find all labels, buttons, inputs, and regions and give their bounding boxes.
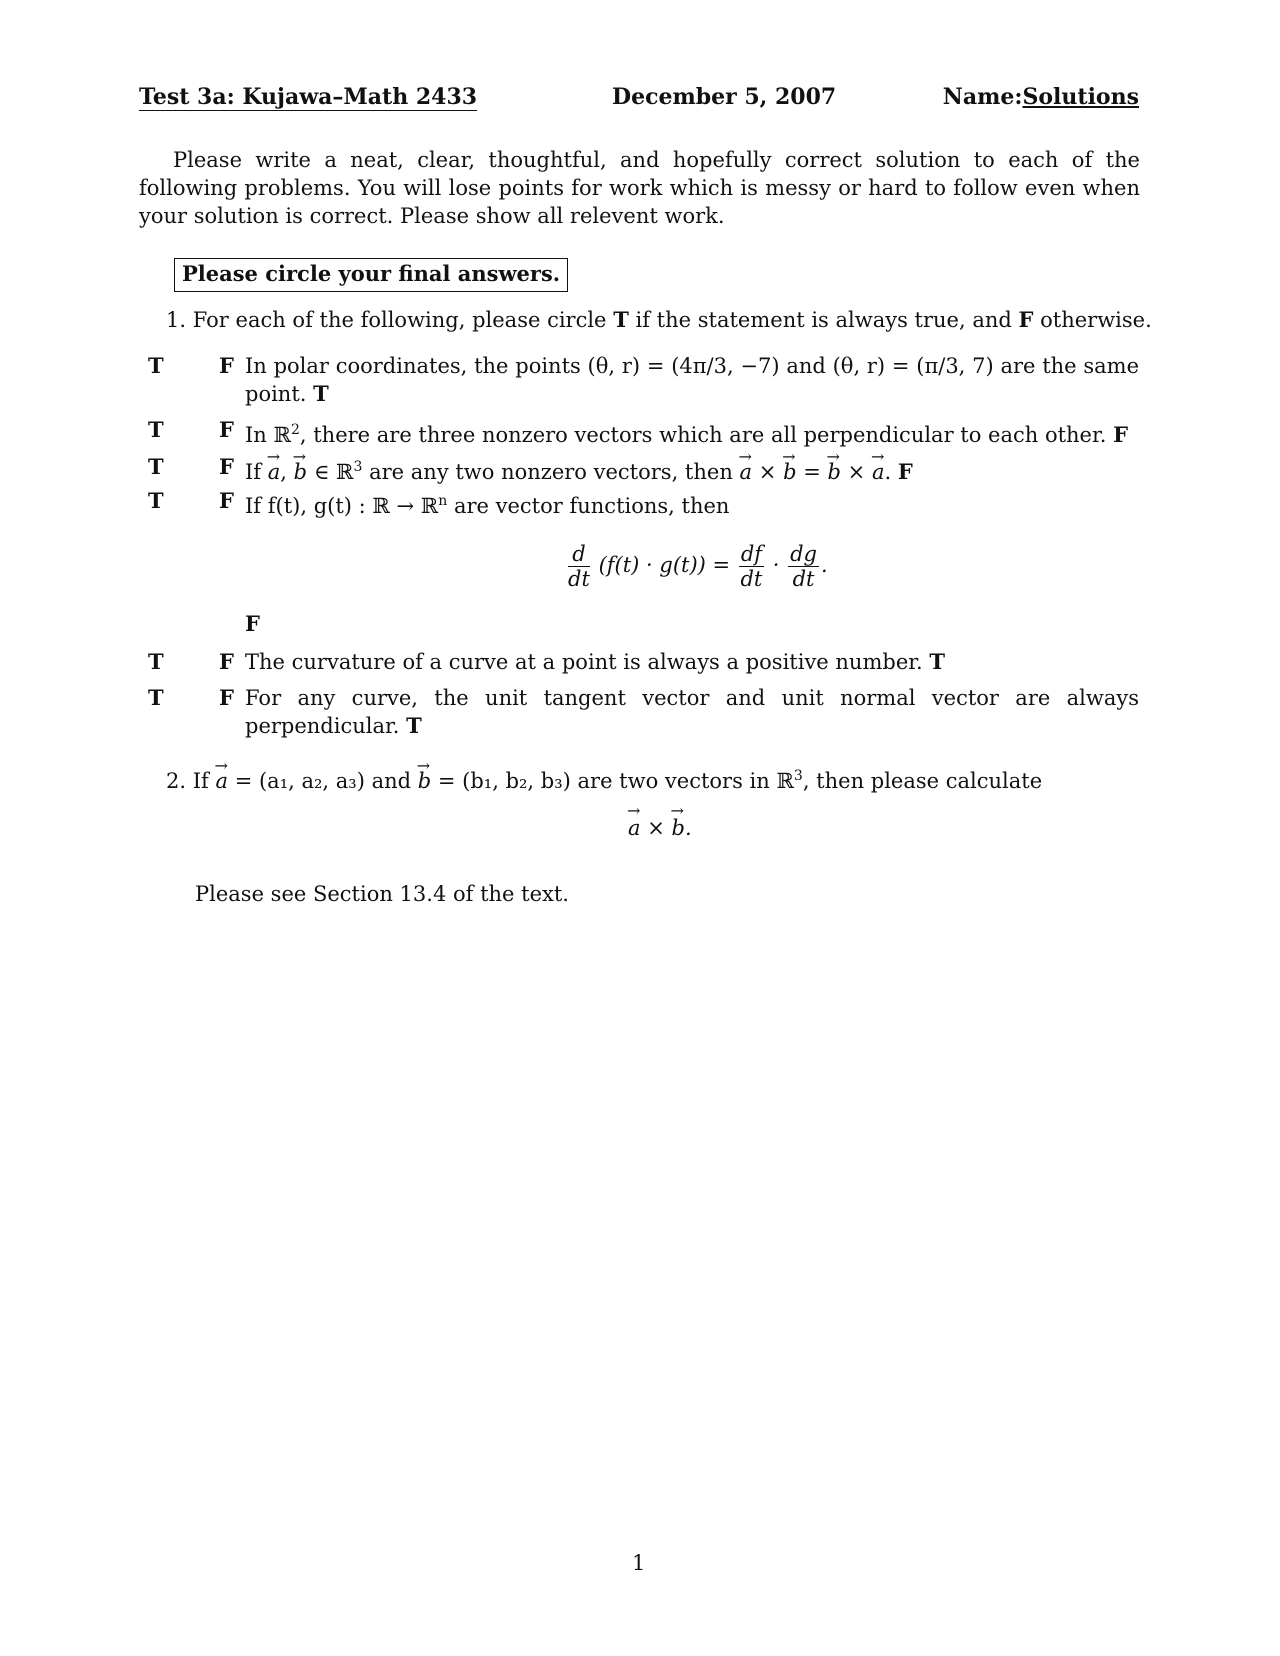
period: . [684, 816, 692, 840]
statement-4-answer: F [245, 611, 260, 636]
name-label: Name: [942, 84, 1023, 110]
times-sign: × [647, 816, 665, 840]
statement-2 [245, 416, 1139, 449]
q1-number: 1. [166, 308, 187, 332]
frac-df-dt [739, 542, 764, 591]
vector-b: → b [672, 816, 685, 840]
q1-prompt-b: if the statement is always true, and [635, 308, 1012, 332]
statement-3-in: ∈ ℝ [313, 460, 354, 484]
statement-1 [245, 352, 1139, 408]
vector-a: → a [268, 458, 281, 486]
q2-solution-note: Please see Section 13.4 of the text. [195, 882, 569, 906]
vector-b: → b [418, 767, 431, 795]
statement-4 [245, 487, 1139, 520]
times-sign: × [758, 460, 777, 484]
formula-dot: · [772, 553, 780, 577]
test-title: Test 3a: Kujawa–Math 2433 [139, 84, 478, 110]
formula-end: . [821, 553, 828, 577]
formula-middle: (f(t) · g(t)) = [598, 553, 731, 577]
vector-a: → a [740, 458, 753, 486]
tf-true-2: T [148, 417, 164, 442]
statement-5-text: The curvature of a curve at a point is always a positive number. [245, 650, 923, 674]
statement-5-answer: T [929, 649, 945, 674]
frac-num-dg: dg [790, 542, 817, 566]
instruction-box: Please circle your final answers. [174, 258, 568, 292]
vector-a: → a [872, 458, 885, 486]
tf-true-1: T [148, 353, 164, 378]
question-1-prompt [166, 306, 1152, 334]
frac-num-d: d [568, 542, 590, 567]
statement-1-text: In polar coordinates, the points (θ, r) = (4π/3, −7) and (θ, r) = (π/3, 7) are the same point. [245, 354, 1139, 406]
q2-eq-b: = (b₁, b₂, b₃) are two vectors in ℝ [437, 769, 794, 793]
name-value: Solutions [1022, 84, 1139, 110]
page-number: 1 [632, 1551, 646, 1575]
tf-false-4: F [219, 488, 234, 513]
frac-d-dt [568, 542, 590, 591]
statement-2-answer: F [1113, 422, 1129, 447]
vector-b: → b [294, 458, 307, 486]
q2-sup: 3 [793, 768, 803, 784]
intro-paragraph: Please write a neat, clear, thoughtful, and hopefully correct solution to each of the following problems. You will lose points for work which is messy or hard to follow even when your solution is correct. Please show all relevent work. [139, 148, 1140, 228]
statement-1-answer: T [313, 381, 329, 406]
test-date: December 5, 2007 [612, 84, 837, 110]
times-sign: × [847, 460, 866, 484]
comma: , [280, 460, 287, 484]
statement-2-text-a: In ℝ [245, 423, 291, 447]
statement-4-text-b: are vector functions, then [453, 494, 730, 518]
statement-2-text-b: , there are three nonzero vectors which are all perpendicular to each other. [299, 423, 1107, 447]
q2-number: 2. [166, 769, 187, 793]
vector-a: → a [216, 767, 229, 795]
frac-dg-dt [788, 542, 819, 591]
q1-prompt-f: F [1018, 307, 1034, 332]
tf-false-2: F [219, 417, 234, 442]
page-header [139, 84, 1139, 114]
tf-true-3: T [148, 454, 164, 479]
statement-3-sup: 3 [353, 459, 363, 475]
frac-den-dt: dt [568, 567, 590, 591]
vector-b: → b [783, 458, 796, 486]
q1-prompt-t: T [613, 307, 629, 332]
tf-true-4: T [148, 488, 164, 513]
statement-2-sup: 2 [290, 422, 300, 438]
frac-den-dt: dt [792, 567, 815, 591]
name-field [943, 84, 1139, 110]
tf-true-5: T [148, 649, 164, 674]
vector-b: → b [828, 458, 841, 486]
q1-prompt-c: otherwise. [1040, 308, 1152, 332]
statement-3-answer: F [897, 459, 913, 484]
statement-4-text-a: If f(t), g(t) : ℝ → ℝ [245, 494, 439, 518]
statement-6 [245, 684, 1139, 740]
tf-false-1: F [219, 353, 234, 378]
tf-false-6: F [219, 685, 234, 710]
question-2 [166, 762, 1042, 795]
frac-num-df: df [740, 542, 763, 566]
statement-6-text: For any curve, the unit tangent vector and unit normal vector are always perpendicular. [245, 686, 1139, 738]
tf-true-6: T [148, 685, 164, 710]
statement-4-sup: n [438, 493, 448, 509]
statement-3-if: If [245, 460, 262, 484]
derivative-formula [566, 542, 828, 591]
q1-prompt-a: For each of the following, please circle [192, 308, 607, 332]
tf-false-5: F [219, 649, 234, 674]
vector-a: → a [628, 816, 641, 840]
statement-5 [245, 648, 1139, 676]
frac-den-dt: dt [740, 567, 763, 591]
q2-end: , then please calculate [802, 769, 1043, 793]
statement-3 [245, 453, 1139, 486]
statement-3-text-b: are any two nonzero vectors, then [369, 460, 733, 484]
tf-false-3: F [219, 454, 234, 479]
q2-if: If [192, 769, 209, 793]
equals-sign: = [803, 460, 821, 484]
statement-6-answer: T [406, 713, 422, 738]
period: . [884, 460, 892, 484]
cross-product-expression [628, 816, 692, 840]
q2-eq-a: = (a₁, a₂, a₃) and [234, 769, 412, 793]
